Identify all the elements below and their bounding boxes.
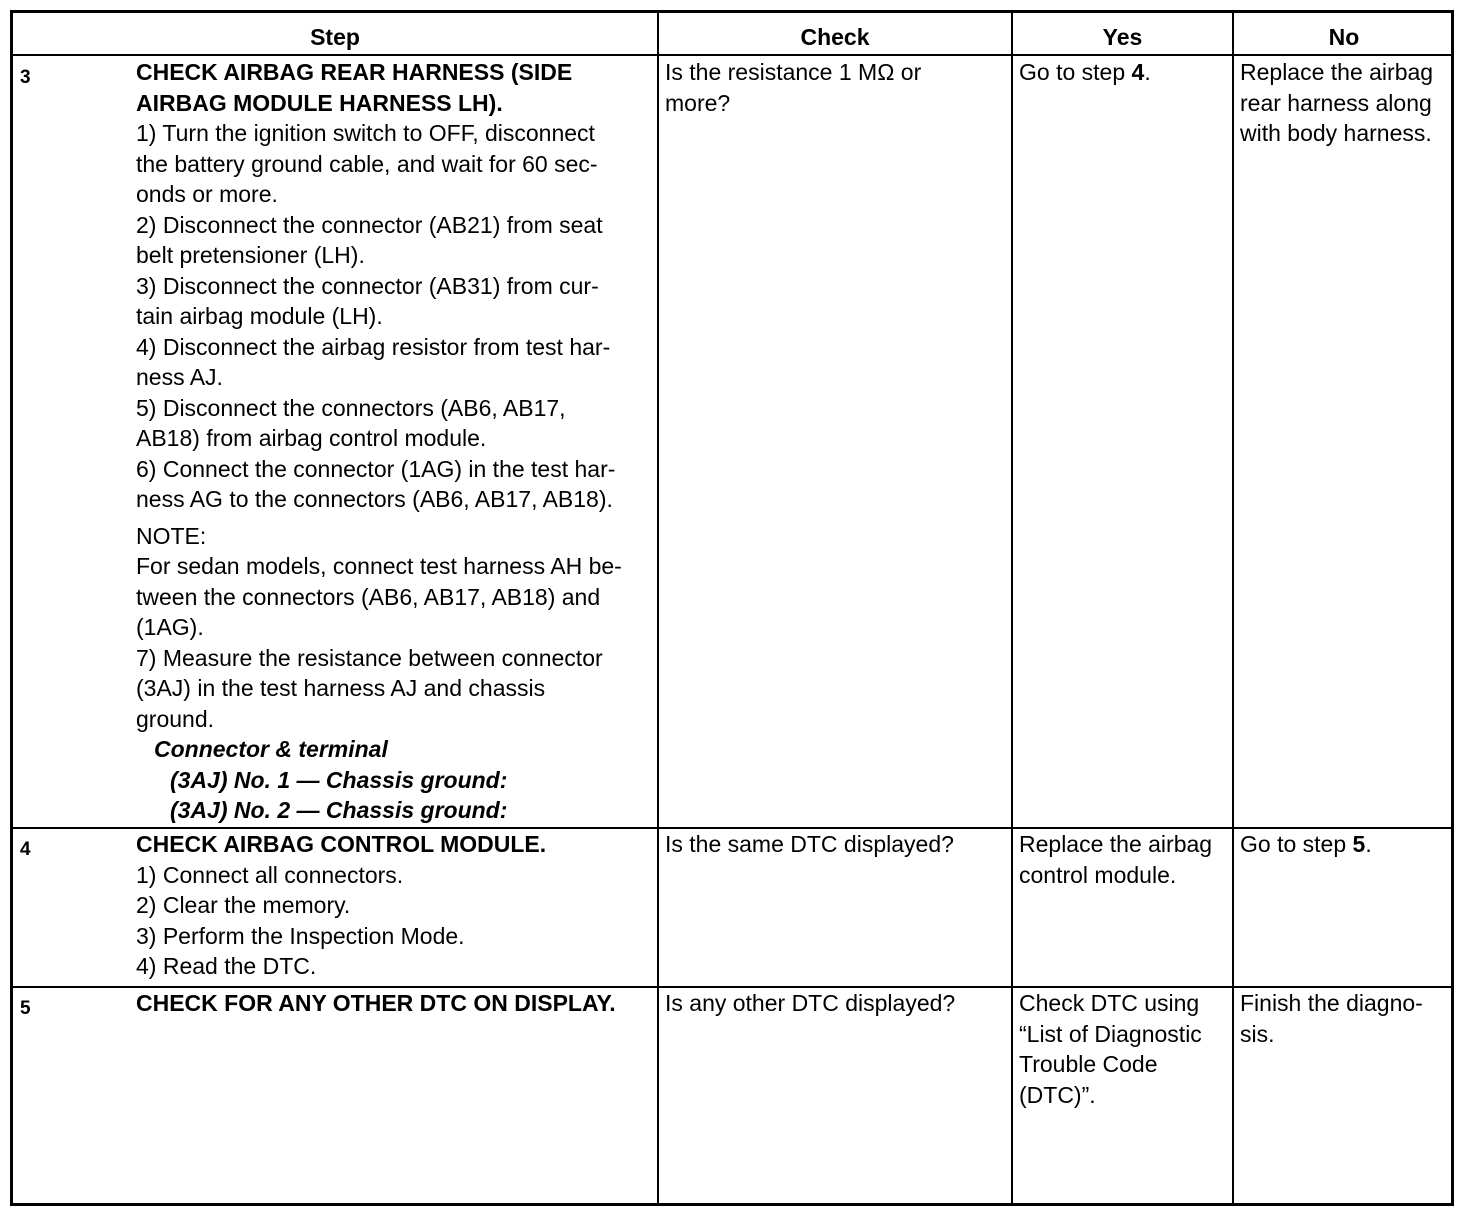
note-line: For sedan models, connect test harness AH be-	[136, 553, 622, 579]
column-divider	[1232, 13, 1234, 1203]
procedure-line: (3AJ) in the test harness AJ and chassis	[136, 675, 546, 701]
row-divider	[13, 54, 1451, 56]
no-line: Go to step 5.	[1240, 831, 1372, 857]
step-5-yes	[1019, 988, 1202, 1110]
step-3-no	[1240, 57, 1433, 149]
step-5-no	[1240, 988, 1423, 1049]
note-line: (1AG).	[136, 614, 204, 640]
step-number: 5	[20, 998, 31, 1019]
no-line: rear harness along	[1240, 89, 1432, 116]
procedure-line: the battery ground cable, and wait for 60 sec-	[136, 150, 598, 177]
terminal-spec: (3AJ) No. 1 — Chassis ground:	[170, 766, 508, 793]
step-title: AIRBAG MODULE HARNESS LH).	[136, 89, 503, 116]
note-label: NOTE:	[136, 522, 207, 549]
step-3-instructions	[136, 57, 622, 826]
procedure-line: 3) Perform the Inspection Mode.	[136, 922, 465, 949]
step-4-no	[1240, 829, 1372, 860]
step-4-check	[665, 829, 954, 860]
check-line: more?	[665, 89, 731, 116]
connector-label: Connector & terminal	[154, 736, 388, 762]
check-line: Is any other DTC displayed?	[665, 990, 956, 1016]
step-4-instructions	[136, 829, 546, 982]
procedure-line: ness AG to the connectors (AB6, AB17, AB18).	[136, 486, 613, 512]
column-divider	[1011, 13, 1013, 1203]
header-yes: Yes	[1102, 24, 1143, 50]
step-5-instructions	[136, 988, 616, 1019]
procedure-line: 7) Measure the resistance between connector	[136, 644, 603, 671]
no-line: sis.	[1240, 1020, 1275, 1047]
procedure-line: 5) Disconnect the connectors (AB6, AB17,	[136, 394, 566, 421]
diagnostic-table	[10, 10, 1454, 1206]
check-line: Is the same DTC displayed?	[665, 831, 954, 857]
yes-line: control module.	[1019, 861, 1177, 888]
procedure-line: tain airbag module (LH).	[136, 303, 383, 329]
procedure-line: AB18) from airbag control module.	[136, 425, 487, 451]
yes-line: “List of Diagnostic	[1019, 1020, 1202, 1047]
step-title: CHECK AIRBAG REAR HARNESS (SIDE	[136, 59, 573, 85]
yes-line: Replace the airbag	[1019, 831, 1213, 857]
procedure-line: 1) Turn the ignition switch to OFF, disconnect	[136, 120, 595, 146]
step-3-yes	[1019, 57, 1151, 88]
procedure-line: 2) Disconnect the connector (AB21) from seat	[136, 211, 603, 238]
goto-step-number: 4	[1131, 59, 1145, 85]
terminal-spec: (3AJ) No. 2 — Chassis ground:	[170, 797, 508, 823]
note-line: tween the connectors (AB6, AB17, AB18) and	[136, 583, 601, 610]
column-divider	[657, 13, 659, 1203]
header-no: No	[1328, 24, 1360, 50]
header-check: Check	[800, 24, 870, 50]
yes-line: Trouble Code	[1019, 1051, 1158, 1077]
no-line: with body harness.	[1240, 120, 1432, 146]
no-line: Finish the diagno-	[1240, 990, 1423, 1016]
procedure-line: belt pretensioner (LH).	[136, 242, 365, 268]
procedure-line: 4) Disconnect the airbag resistor from test har-	[136, 333, 611, 360]
yes-line: (DTC)”.	[1019, 1081, 1096, 1108]
step-number: 3	[20, 67, 31, 88]
procedure-line: ness AJ.	[136, 364, 223, 390]
procedure-line: onds or more.	[136, 181, 278, 207]
step-4-yes	[1019, 829, 1212, 890]
procedure-line: 2) Clear the memory.	[136, 892, 351, 918]
yes-line: Go to step 4.	[1019, 59, 1151, 85]
yes-line: Check DTC using	[1019, 990, 1200, 1016]
goto-step-number: 5	[1352, 831, 1366, 857]
step-3-check	[665, 57, 921, 118]
step-5-check	[665, 988, 955, 1019]
check-line: Is the resistance 1 MΩ or	[665, 59, 922, 85]
procedure-line: 6) Connect the connector (1AG) in the test har-	[136, 455, 616, 482]
step-title: CHECK FOR ANY OTHER DTC ON DISPLAY.	[136, 990, 616, 1016]
procedure-line: 4) Read the DTC.	[136, 953, 317, 979]
step-number: 4	[20, 839, 31, 860]
no-line: Replace the airbag	[1240, 59, 1434, 85]
procedure-line: ground.	[136, 705, 215, 732]
procedure-line: 3) Disconnect the connector (AB31) from cur-	[136, 272, 599, 299]
procedure-line: 1) Connect all connectors.	[136, 861, 404, 888]
header-step: Step	[310, 24, 360, 50]
step-title: CHECK AIRBAG CONTROL MODULE.	[136, 831, 547, 857]
